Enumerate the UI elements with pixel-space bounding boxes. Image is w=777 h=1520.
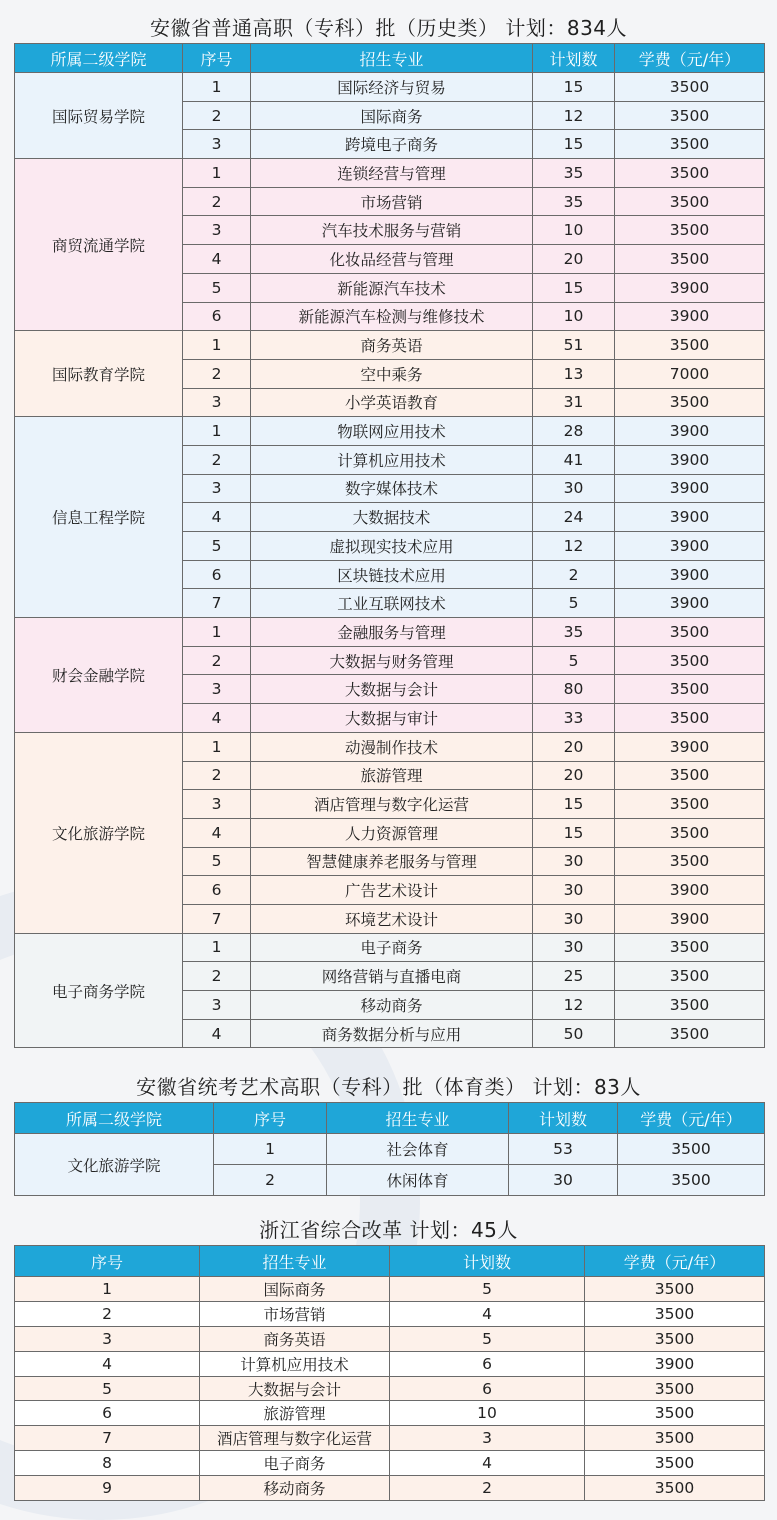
tuition: 3500 — [615, 618, 765, 647]
section2-header-row — [15, 1103, 765, 1134]
college-name: 信息工程学院 — [15, 417, 183, 618]
tuition: 3900 — [615, 560, 765, 589]
tuition: 3500 — [585, 1326, 765, 1351]
row-index: 9 — [15, 1476, 200, 1501]
major-name: 休闲体育 — [327, 1165, 509, 1196]
major-name: 新能源汽车检测与维修技术 — [251, 302, 533, 331]
header-index: 序号 — [214, 1103, 327, 1134]
tuition: 3500 — [615, 790, 765, 819]
tuition: 3500 — [615, 245, 765, 274]
plan-count: 13 — [533, 359, 615, 388]
major-name: 空中乘务 — [251, 359, 533, 388]
row-index: 5 — [183, 532, 251, 561]
table-row — [15, 73, 765, 102]
major-name: 国际商务 — [200, 1277, 390, 1302]
section3-header-row — [15, 1246, 765, 1277]
header-plan: 计划数 — [509, 1103, 618, 1134]
major-name: 商务数据分析与应用 — [251, 1019, 533, 1048]
plan-count: 4 — [390, 1301, 585, 1326]
major-name: 人力资源管理 — [251, 818, 533, 847]
plan-count: 30 — [509, 1165, 618, 1196]
major-name: 区块链技术应用 — [251, 560, 533, 589]
row-index: 6 — [183, 560, 251, 589]
row-index: 4 — [183, 1019, 251, 1048]
tuition: 3500 — [615, 331, 765, 360]
table-row — [15, 933, 765, 962]
plan-count: 41 — [533, 445, 615, 474]
tuition: 3500 — [615, 704, 765, 733]
row-index: 6 — [15, 1401, 200, 1426]
major-name: 工业互联网技术 — [251, 589, 533, 618]
tuition: 3900 — [615, 302, 765, 331]
table-row — [15, 1401, 765, 1426]
plan-count: 6 — [390, 1376, 585, 1401]
major-name: 智慧健康养老服务与管理 — [251, 847, 533, 876]
plan-count: 5 — [390, 1277, 585, 1302]
major-name: 国际商务 — [251, 101, 533, 130]
row-index: 8 — [15, 1451, 200, 1476]
row-index: 2 — [183, 761, 251, 790]
tuition: 3900 — [615, 732, 765, 761]
tuition: 3500 — [615, 761, 765, 790]
college-name: 文化旅游学院 — [15, 732, 183, 933]
row-index: 1 — [183, 618, 251, 647]
row-index: 1 — [183, 331, 251, 360]
table-row — [15, 159, 765, 188]
row-index: 6 — [183, 876, 251, 905]
row-index: 1 — [183, 73, 251, 102]
plan-count: 10 — [533, 302, 615, 331]
major-name: 动漫制作技术 — [251, 732, 533, 761]
tuition: 3500 — [585, 1426, 765, 1451]
major-name: 大数据技术 — [251, 503, 533, 532]
tuition: 3500 — [615, 216, 765, 245]
major-name: 商务英语 — [251, 331, 533, 360]
header-index: 序号 — [183, 44, 251, 73]
plan-count: 28 — [533, 417, 615, 446]
row-index: 3 — [183, 991, 251, 1020]
plan-count: 20 — [533, 761, 615, 790]
row-index: 4 — [183, 503, 251, 532]
table-row — [15, 1351, 765, 1376]
header-college: 所属二级学院 — [15, 1103, 214, 1134]
plan-count: 51 — [533, 331, 615, 360]
header-tuition: 学费（元/年） — [585, 1246, 765, 1277]
major-name: 环境艺术设计 — [251, 904, 533, 933]
section2-table — [14, 1102, 765, 1196]
row-index: 1 — [15, 1277, 200, 1302]
major-name: 市场营销 — [200, 1301, 390, 1326]
plan-count: 80 — [533, 675, 615, 704]
tuition: 7000 — [615, 359, 765, 388]
plan-count: 25 — [533, 962, 615, 991]
row-index: 4 — [15, 1351, 200, 1376]
plan-count: 24 — [533, 503, 615, 532]
row-index: 2 — [183, 445, 251, 474]
tuition: 3900 — [615, 474, 765, 503]
row-index: 3 — [183, 675, 251, 704]
header-plan: 计划数 — [533, 44, 615, 73]
plan-count: 30 — [533, 876, 615, 905]
plan-count: 6 — [390, 1351, 585, 1376]
plan-count: 15 — [533, 130, 615, 159]
tuition: 3500 — [585, 1376, 765, 1401]
major-name: 酒店管理与数字化运营 — [251, 790, 533, 819]
row-index: 7 — [15, 1426, 200, 1451]
plan-count: 4 — [390, 1451, 585, 1476]
header-plan: 计划数 — [390, 1246, 585, 1277]
tuition: 3500 — [615, 130, 765, 159]
major-name: 移动商务 — [251, 991, 533, 1020]
plan-count: 12 — [533, 991, 615, 1020]
major-name: 小学英语教育 — [251, 388, 533, 417]
major-name: 连锁经营与管理 — [251, 159, 533, 188]
plan-count: 30 — [533, 933, 615, 962]
plan-count: 30 — [533, 474, 615, 503]
tuition: 3900 — [585, 1351, 765, 1376]
tuition: 3500 — [618, 1134, 765, 1165]
header-index: 序号 — [15, 1246, 200, 1277]
header-college: 所属二级学院 — [15, 44, 183, 73]
plan-count: 5 — [533, 589, 615, 618]
table-row — [15, 417, 765, 446]
section1-header-row — [15, 44, 765, 73]
row-index: 3 — [15, 1326, 200, 1351]
college-name: 国际贸易学院 — [15, 73, 183, 159]
plan-count: 30 — [533, 904, 615, 933]
section3-title: 浙江省综合改革 计划：45人 — [259, 1218, 518, 1242]
plan-count: 35 — [533, 618, 615, 647]
tuition: 3500 — [615, 962, 765, 991]
tuition: 3900 — [615, 532, 765, 561]
major-name: 国际经济与贸易 — [251, 73, 533, 102]
section2-title: 安徽省统考艺术高职（专科）批（体育类） 计划：83人 — [136, 1075, 641, 1099]
plan-count: 20 — [533, 245, 615, 274]
plan-count: 31 — [533, 388, 615, 417]
row-index: 3 — [183, 216, 251, 245]
header-tuition: 学费（元/年） — [618, 1103, 765, 1134]
college-name: 商贸流通学院 — [15, 159, 183, 331]
plan-count: 12 — [533, 101, 615, 130]
plan-count: 53 — [509, 1134, 618, 1165]
row-index: 7 — [183, 904, 251, 933]
plan-count: 5 — [390, 1326, 585, 1351]
plan-count: 5 — [533, 646, 615, 675]
plan-count: 30 — [533, 847, 615, 876]
plan-count: 15 — [533, 790, 615, 819]
row-index: 2 — [183, 646, 251, 675]
row-index: 2 — [183, 187, 251, 216]
section1-title: 安徽省普通高职（专科）批（历史类） 计划：834人 — [149, 16, 628, 40]
tuition: 3500 — [615, 675, 765, 704]
major-name: 电子商务 — [251, 933, 533, 962]
table-row — [15, 1451, 765, 1476]
tuition: 3500 — [615, 159, 765, 188]
college-name: 文化旅游学院 — [15, 1134, 214, 1196]
tuition: 3500 — [615, 646, 765, 675]
plan-count: 20 — [533, 732, 615, 761]
row-index: 5 — [183, 847, 251, 876]
table-row — [15, 1301, 765, 1326]
plan-count: 3 — [390, 1426, 585, 1451]
plan-count: 15 — [533, 73, 615, 102]
plan-count: 10 — [390, 1401, 585, 1426]
plan-count: 35 — [533, 187, 615, 216]
row-index: 1 — [183, 732, 251, 761]
major-name: 旅游管理 — [200, 1401, 390, 1426]
tuition: 3900 — [615, 445, 765, 474]
tuition: 3900 — [615, 904, 765, 933]
major-name: 汽车技术服务与营销 — [251, 216, 533, 245]
major-name: 金融服务与管理 — [251, 618, 533, 647]
college-name: 电子商务学院 — [15, 933, 183, 1048]
plan-count: 2 — [390, 1476, 585, 1501]
row-index: 2 — [183, 962, 251, 991]
header-tuition: 学费（元/年） — [615, 44, 765, 73]
plan-count: 50 — [533, 1019, 615, 1048]
table-row — [15, 331, 765, 360]
tuition: 3500 — [615, 933, 765, 962]
tuition: 3900 — [615, 589, 765, 618]
row-index: 2 — [183, 359, 251, 388]
tuition: 3500 — [585, 1401, 765, 1426]
major-name: 移动商务 — [200, 1476, 390, 1501]
tuition: 3500 — [615, 101, 765, 130]
major-name: 新能源汽车技术 — [251, 273, 533, 302]
tuition: 3500 — [615, 73, 765, 102]
tuition: 3900 — [615, 876, 765, 905]
college-name: 财会金融学院 — [15, 618, 183, 733]
header-major: 招生专业 — [251, 44, 533, 73]
row-index: 3 — [183, 388, 251, 417]
tuition: 3500 — [615, 388, 765, 417]
table-row — [15, 618, 765, 647]
row-index: 2 — [15, 1301, 200, 1326]
section1-table — [14, 43, 765, 1048]
table-row — [15, 732, 765, 761]
table-row — [15, 1376, 765, 1401]
row-index: 4 — [183, 245, 251, 274]
section3-table — [14, 1245, 765, 1501]
row-index: 3 — [183, 790, 251, 819]
major-name: 大数据与会计 — [200, 1376, 390, 1401]
plan-count: 12 — [533, 532, 615, 561]
table-row — [15, 1476, 765, 1501]
row-index: 3 — [183, 130, 251, 159]
major-name: 虚拟现实技术应用 — [251, 532, 533, 561]
plan-count: 15 — [533, 818, 615, 847]
row-index: 4 — [183, 818, 251, 847]
major-name: 数字媒体技术 — [251, 474, 533, 503]
plan-count: 2 — [533, 560, 615, 589]
table-row — [15, 1326, 765, 1351]
row-index: 3 — [183, 474, 251, 503]
major-name: 跨境电子商务 — [251, 130, 533, 159]
major-name: 旅游管理 — [251, 761, 533, 790]
plan-count: 35 — [533, 159, 615, 188]
major-name: 网络营销与直播电商 — [251, 962, 533, 991]
tuition: 3900 — [615, 503, 765, 532]
header-major: 招生专业 — [200, 1246, 390, 1277]
tuition: 3500 — [585, 1277, 765, 1302]
row-index: 5 — [15, 1376, 200, 1401]
tuition: 3500 — [615, 818, 765, 847]
plan-count: 33 — [533, 704, 615, 733]
tuition: 3500 — [615, 1019, 765, 1048]
plan-count: 10 — [533, 216, 615, 245]
plan-count: 15 — [533, 273, 615, 302]
major-name: 物联网应用技术 — [251, 417, 533, 446]
college-name: 国际教育学院 — [15, 331, 183, 417]
table-row — [15, 1134, 765, 1165]
major-name: 酒店管理与数字化运营 — [200, 1426, 390, 1451]
row-index: 5 — [183, 273, 251, 302]
major-name: 电子商务 — [200, 1451, 390, 1476]
tuition: 3500 — [615, 991, 765, 1020]
row-index: 1 — [183, 417, 251, 446]
major-name: 社会体育 — [327, 1134, 509, 1165]
major-name: 计算机应用技术 — [200, 1351, 390, 1376]
tuition: 3500 — [615, 847, 765, 876]
tuition: 3500 — [585, 1301, 765, 1326]
major-name: 商务英语 — [200, 1326, 390, 1351]
row-index: 4 — [183, 704, 251, 733]
row-index: 1 — [214, 1134, 327, 1165]
row-index: 7 — [183, 589, 251, 618]
tuition: 3500 — [585, 1476, 765, 1501]
row-index: 1 — [183, 933, 251, 962]
tuition: 3500 — [615, 187, 765, 216]
row-index: 2 — [183, 101, 251, 130]
row-index: 6 — [183, 302, 251, 331]
row-index: 1 — [183, 159, 251, 188]
major-name: 计算机应用技术 — [251, 445, 533, 474]
major-name: 大数据与财务管理 — [251, 646, 533, 675]
major-name: 化妆品经营与管理 — [251, 245, 533, 274]
tuition: 3900 — [615, 417, 765, 446]
tuition: 3500 — [618, 1165, 765, 1196]
row-index: 2 — [214, 1165, 327, 1196]
tuition: 3500 — [585, 1451, 765, 1476]
table-row — [15, 1277, 765, 1302]
header-major: 招生专业 — [327, 1103, 509, 1134]
major-name: 市场营销 — [251, 187, 533, 216]
table-row — [15, 1426, 765, 1451]
major-name: 大数据与会计 — [251, 675, 533, 704]
tuition: 3900 — [615, 273, 765, 302]
major-name: 广告艺术设计 — [251, 876, 533, 905]
major-name: 大数据与审计 — [251, 704, 533, 733]
